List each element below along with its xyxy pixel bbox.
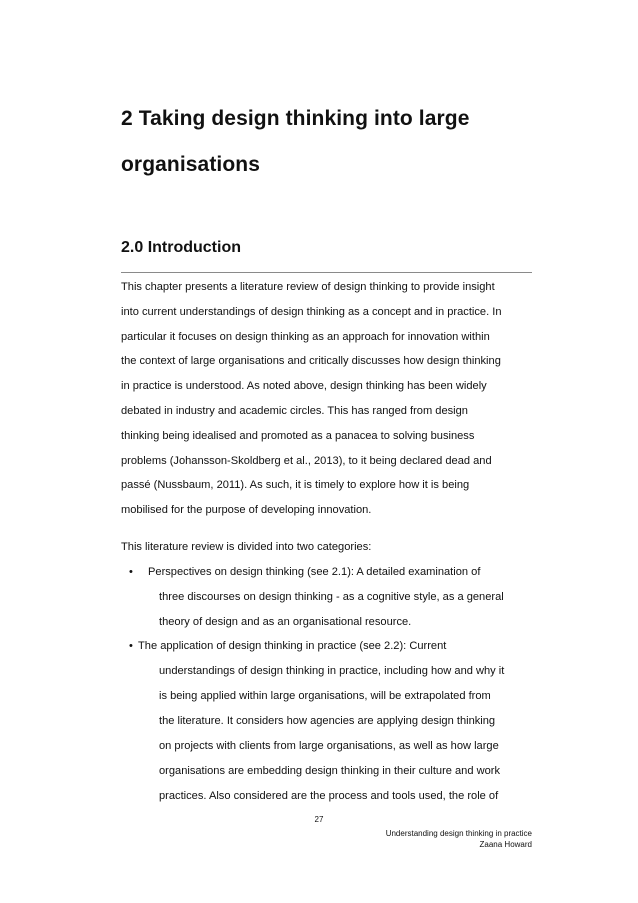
paragraph-line: passé (Nussbaum, 2011). As such, it is timely to explore how it is being xyxy=(121,479,470,492)
bullet-text-line: Perspectives on design thinking (see 2.1): A detailed examination of xyxy=(148,566,481,578)
section-title: 2.0 Introduction xyxy=(121,239,241,256)
paragraph-line: in practice is understood. As noted above, design thinking has been widely xyxy=(121,380,487,393)
bullet-text-line: three discourses on design thinking - as a cognitive style, as a general xyxy=(159,591,504,603)
paragraph-line: problems (Johansson-Skoldberg et al., 2013), to it being declared dead and xyxy=(121,454,492,467)
page-number: 27 xyxy=(314,815,324,824)
paragraph-line: thinking being idealised and promoted as a panacea to solving business xyxy=(121,429,475,442)
bullet-text-line: practices. Also considered are the process and tools used, the role of xyxy=(159,790,499,802)
paragraph-line: into current understandings of design thinking as a concept and in practice. In xyxy=(121,305,502,318)
paragraph-line: This literature review is divided into two categories: xyxy=(121,541,372,553)
bullet-text-line: is being applied within large organisations, will be extrapolated from xyxy=(159,690,491,702)
paragraph-line: particular it focuses on design thinking as an approach for innovation within xyxy=(121,330,490,343)
document-title-footer: Understanding design thinking in practice xyxy=(385,829,532,838)
paragraph-line: debated in industry and academic circles. This has ranged from design xyxy=(121,404,468,417)
bullet-icon: • xyxy=(129,640,133,652)
bullet-text-line: understandings of design thinking in practice, including how and why it xyxy=(159,665,505,677)
introduction-paragraph xyxy=(121,275,533,523)
bullet-icon: • xyxy=(129,566,133,578)
paragraph-line: This chapter presents a literature review of design thinking to provide insight xyxy=(121,281,495,293)
author-footer: Zaana Howard xyxy=(479,840,532,849)
bullet-text-line: the literature. It considers how agencies are applying design thinking xyxy=(159,715,496,727)
categories-intro-paragraph xyxy=(121,535,533,560)
bullet-text-line: organisations are embedding design thinking in their culture and work xyxy=(159,765,501,777)
bullet-text-line: on projects with clients from large organisations, as well as how large xyxy=(159,740,499,752)
paragraph-line: the context of large organisations and critically discusses how design thinking xyxy=(121,355,501,368)
section-divider xyxy=(121,272,532,273)
bullet-text-line: theory of design and as an organisational resource. xyxy=(159,616,412,628)
paragraph-line: mobilised for the purpose of developing innovation. xyxy=(121,504,372,517)
chapter-title: 2 Taking design thinking into large organisations xyxy=(121,107,470,176)
bullet-text-line: The application of design thinking in practice (see 2.2): Current xyxy=(138,640,447,652)
